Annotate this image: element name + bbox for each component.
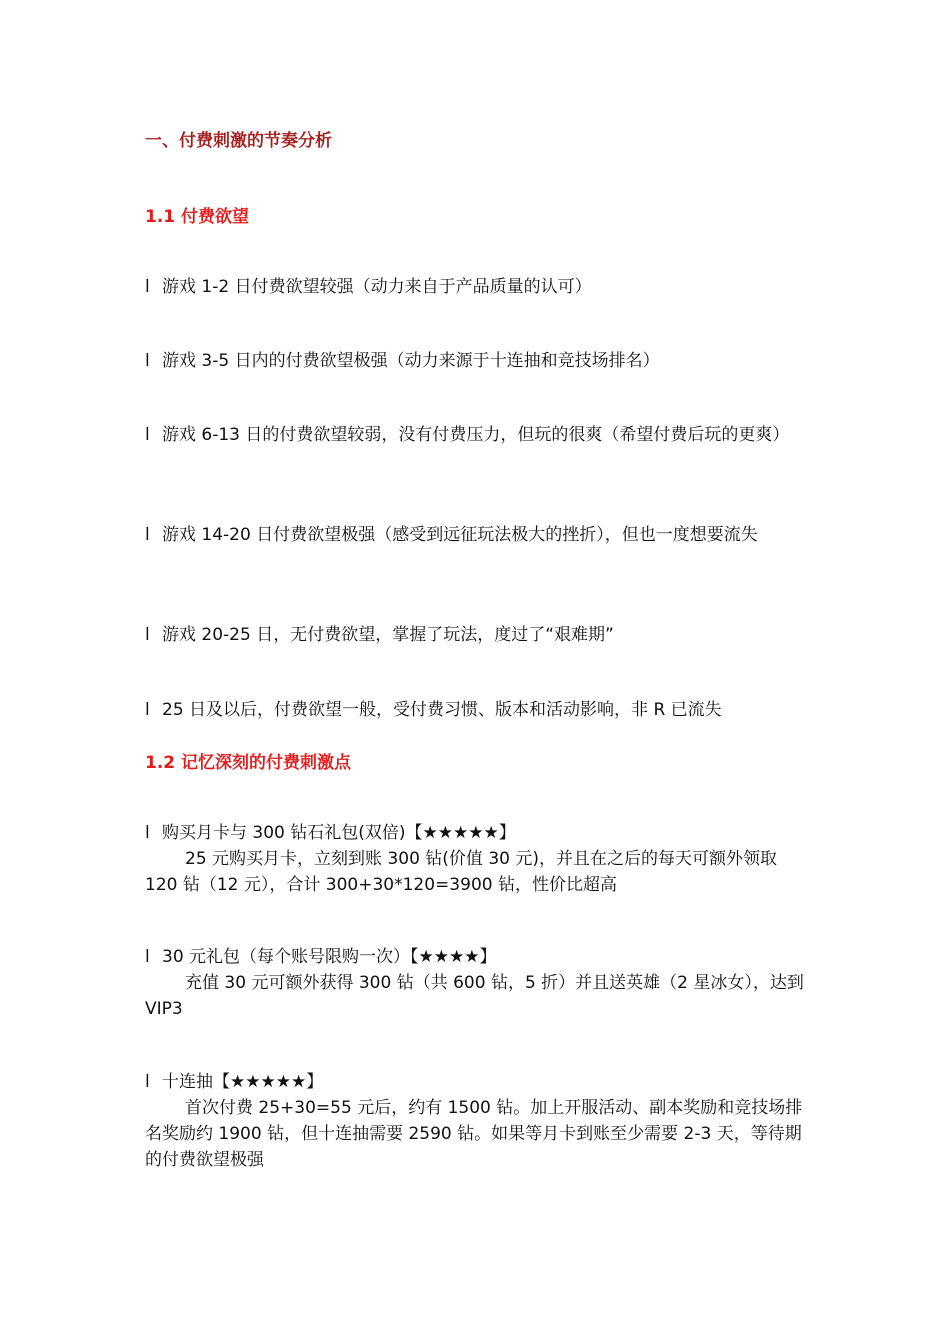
stimulus-item-1 bbox=[145, 820, 810, 898]
bullet-marker: l bbox=[145, 351, 150, 371]
desire-item-6 bbox=[145, 697, 810, 723]
desire-item-4 bbox=[145, 522, 810, 548]
section-1-1-heading: 1.1 付费欲望 bbox=[145, 207, 250, 227]
bullet-marker: l bbox=[145, 425, 150, 445]
stimulus-item-body: 25 元购买月卡，立刻到账 300 钻(价值 30 元)，并且在之后的每天可额外领取 120 钻（12 元），合计 300+30*120=3900 钻，性价比超高 bbox=[145, 849, 777, 895]
desire-item-3 bbox=[145, 422, 810, 448]
desire-item-text: 游戏 1-2 日付费欲望较强（动力来自于产品质量的认可） bbox=[162, 277, 592, 297]
bullet-marker: l bbox=[145, 823, 150, 843]
stimulus-item-head: 30 元礼包（每个账号限购一次）【★★★★】 bbox=[162, 947, 497, 967]
bullet-marker: l bbox=[145, 525, 150, 545]
bullet-marker: l bbox=[145, 277, 150, 297]
section-1-heading: 一、付费刺激的节奏分析 bbox=[145, 131, 332, 151]
desire-item-2 bbox=[145, 348, 810, 374]
bullet-marker: l bbox=[145, 947, 150, 967]
desire-item-text: 游戏 14-20 日付费欲望极强（感受到远征玩法极大的挫折），但也一度想要流失 bbox=[162, 525, 758, 545]
section-1-2-heading: 1.2 记忆深刻的付费刺激点 bbox=[145, 753, 352, 773]
desire-item-text: 25 日及以后，付费欲望一般，受付费习惯、版本和活动影响，非 R 已流失 bbox=[162, 700, 722, 720]
stimulus-item-3 bbox=[145, 1069, 810, 1173]
desire-item-text: 游戏 20-25 日，无付费欲望，掌握了玩法，度过了“艰难期” bbox=[162, 625, 614, 645]
stimulus-item-head: 十连抽【★★★★★】 bbox=[162, 1072, 324, 1092]
stimulus-item-body: 充值 30 元可额外获得 300 钻（共 600 钻，5 折）并且送英雄（2 星冰女），达到 VIP3 bbox=[145, 973, 804, 1019]
stimulus-item-2 bbox=[145, 944, 810, 1022]
desire-item-text: 游戏 6-13 日的付费欲望较弱，没有付费压力，但玩的很爽（希望付费后玩的更爽） bbox=[162, 425, 790, 445]
stimulus-item-body: 首次付费 25+30=55 元后，约有 1500 钻。加上开服活动、副本奖励和竞技场排名奖励约 1900 钻，但十连抽需要 2590 钻。如果等月卡到账至少需要 2-3 天，等待期的付费欲望极强 bbox=[145, 1098, 803, 1170]
desire-item-5 bbox=[145, 622, 810, 648]
bullet-marker: l bbox=[145, 625, 150, 645]
bullet-marker: l bbox=[145, 1072, 150, 1092]
stimulus-item-head: 购买月卡与 300 钻石礼包(双倍)【★★★★★】 bbox=[162, 823, 516, 843]
desire-item-1 bbox=[145, 274, 810, 300]
desire-item-text: 游戏 3-5 日内的付费欲望极强（动力来源于十连抽和竞技场排名） bbox=[162, 351, 660, 371]
bullet-marker: l bbox=[145, 700, 150, 720]
